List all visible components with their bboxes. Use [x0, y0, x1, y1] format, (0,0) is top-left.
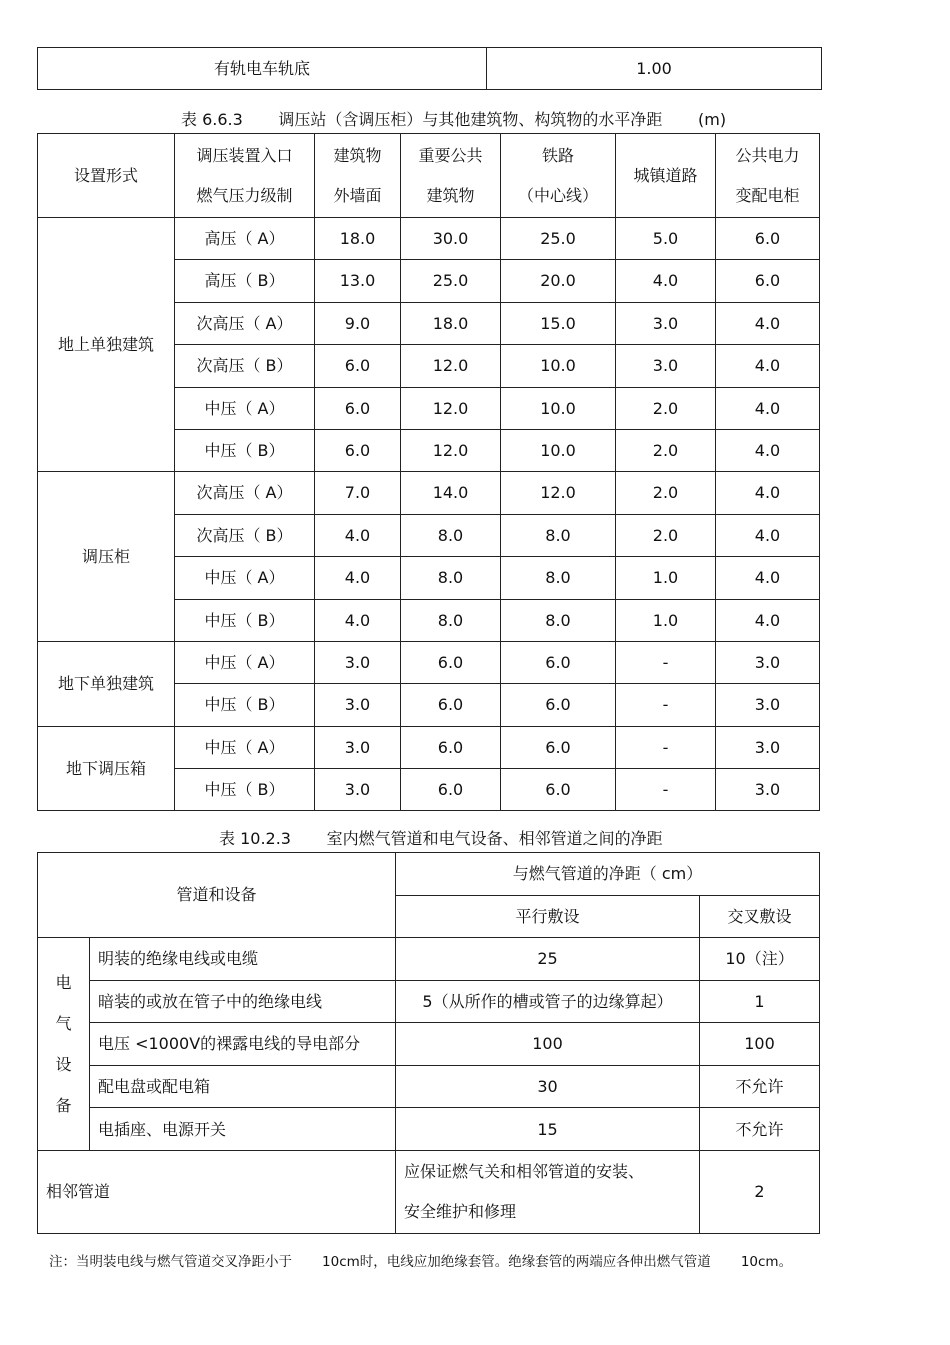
distance-cell: 4.0 — [315, 514, 401, 556]
header-line: 调压装置入口 — [196, 145, 293, 165]
header-line: 铁路 — [541, 145, 574, 165]
vertical-char: 电 — [55, 972, 72, 992]
distance-cell: 6.0 — [401, 684, 501, 726]
pressure-level-cell: 高压（ A） — [175, 218, 315, 260]
distance-cell: 7.0 — [315, 472, 401, 514]
table-6-6-3-caption: 表 6.6.3 调压站（含调压柜）与其他建筑物、构筑物的水平净距 (m) — [181, 110, 727, 129]
distance-cell: 3.0 — [716, 769, 820, 811]
pressure-level-cell: 中压（ B） — [175, 599, 315, 641]
pressure-level-cell: 中压（ B） — [175, 429, 315, 471]
distance-cell: 8.0 — [401, 557, 501, 599]
top-fragment-table — [37, 47, 822, 90]
distance-cell: 2.0 — [616, 472, 716, 514]
header-pipe-equipment: 管道和设备 — [38, 853, 396, 938]
table-row — [38, 1023, 820, 1066]
distance-cell: 8.0 — [401, 599, 501, 641]
row-parallel — [396, 1150, 700, 1233]
pressure-level-cell: 次高压（ B） — [175, 514, 315, 556]
distance-cell: 2.0 — [616, 387, 716, 429]
table-10-2-3-caption: 表 10.2.3 室内燃气管道和电气设备、相邻管道之间的净距 — [219, 829, 663, 848]
distance-cell: 18.0 — [401, 302, 501, 344]
distance-cell: 4.0 — [716, 557, 820, 599]
row-label: 有轨电车轨底 — [38, 48, 487, 90]
distance-cell: 3.0 — [716, 726, 820, 768]
row-name: 相邻管道 — [38, 1150, 396, 1233]
header-parallel: 平行敷设 — [396, 896, 700, 938]
distance-cell: 4.0 — [716, 472, 820, 514]
pressure-level-cell: 中压（ B） — [175, 684, 315, 726]
header-building-wall — [315, 134, 401, 218]
table-row — [38, 980, 820, 1023]
distance-cell: 6.0 — [501, 769, 616, 811]
distance-cell: 6.0 — [501, 641, 616, 683]
distance-cell: 25.0 — [401, 260, 501, 302]
distance-cell: 6.0 — [315, 345, 401, 387]
table-6-6-3 — [37, 133, 820, 811]
distance-cell: 30.0 — [401, 218, 501, 260]
distance-cell: 3.0 — [616, 345, 716, 387]
vertical-char: 备 — [55, 1095, 72, 1115]
table-row — [38, 1065, 820, 1108]
distance-cell: 6.0 — [315, 387, 401, 429]
row-cross: 100 — [700, 1023, 820, 1066]
pressure-level-cell: 中压（ A） — [175, 641, 315, 683]
row-parallel: 30 — [396, 1065, 700, 1108]
pressure-level-cell: 次高压（ A） — [175, 472, 315, 514]
distance-cell: 1.0 — [616, 599, 716, 641]
vertical-char: 气 — [55, 1013, 72, 1033]
table-row — [38, 726, 820, 768]
distance-cell: 4.0 — [716, 429, 820, 471]
distance-cell: 4.0 — [716, 387, 820, 429]
group-label: 地下单独建筑 — [38, 641, 175, 726]
table-row — [38, 472, 820, 514]
distance-cell: 2.0 — [616, 514, 716, 556]
table-row — [38, 218, 820, 260]
table-header-row — [38, 853, 820, 896]
distance-cell: 6.0 — [315, 429, 401, 471]
distance-cell: 12.0 — [401, 387, 501, 429]
distance-cell: 12.0 — [501, 472, 616, 514]
row-name: 电压 <1000V的裸露电线的导电部分 — [90, 1023, 396, 1066]
distance-cell: 6.0 — [501, 684, 616, 726]
distance-cell: 4.0 — [315, 599, 401, 641]
distance-cell: - — [616, 641, 716, 683]
distance-cell: 10.0 — [501, 429, 616, 471]
row-cross: 2 — [700, 1150, 820, 1233]
header-urban-road: 城镇道路 — [616, 134, 716, 218]
distance-cell: 10.0 — [501, 345, 616, 387]
table-row — [38, 1108, 820, 1151]
row-parallel: 15 — [396, 1108, 700, 1151]
distance-cell: 25.0 — [501, 218, 616, 260]
distance-cell: 5.0 — [616, 218, 716, 260]
header-cross: 交叉敷设 — [700, 896, 820, 938]
header-railway — [501, 134, 616, 218]
distance-cell: 6.0 — [401, 726, 501, 768]
header-line: 燃气压力级制 — [196, 185, 293, 205]
header-power-cabinet — [716, 134, 820, 218]
distance-cell: 3.0 — [716, 684, 820, 726]
pressure-level-cell: 中压（ A） — [175, 726, 315, 768]
distance-cell: 4.0 — [716, 514, 820, 556]
row-name: 配电盘或配电箱 — [90, 1065, 396, 1108]
cell-line: 安全维护和修理 — [404, 1201, 517, 1221]
distance-cell: 4.0 — [716, 599, 820, 641]
distance-cell: 6.0 — [716, 260, 820, 302]
distance-cell: 8.0 — [501, 599, 616, 641]
header-line: 变配电柜 — [735, 185, 800, 205]
table-row — [38, 641, 820, 683]
distance-cell: 6.0 — [401, 641, 501, 683]
row-name: 电插座、电源开关 — [90, 1108, 396, 1151]
pressure-level-cell: 次高压（ B） — [175, 345, 315, 387]
distance-cell: 6.0 — [401, 769, 501, 811]
header-line: 建筑物 — [333, 145, 382, 165]
distance-cell: 12.0 — [401, 345, 501, 387]
header-clearance: 与燃气管道的净距（ cm） — [396, 853, 820, 896]
distance-cell: 3.0 — [616, 302, 716, 344]
distance-cell: 18.0 — [315, 218, 401, 260]
pressure-level-cell: 中压（ A） — [175, 557, 315, 599]
distance-cell: 12.0 — [401, 429, 501, 471]
distance-cell: 20.0 — [501, 260, 616, 302]
table-header-row — [38, 134, 820, 218]
row-parallel: 5（从所作的槽或管子的边缘算起） — [396, 980, 700, 1023]
distance-cell: - — [616, 684, 716, 726]
vertical-char: 设 — [55, 1054, 72, 1074]
row-cross: 不允许 — [700, 1065, 820, 1108]
header-public-building — [401, 134, 501, 218]
table-row — [38, 1150, 820, 1233]
distance-cell: 4.0 — [616, 260, 716, 302]
distance-cell: 3.0 — [315, 769, 401, 811]
table-row — [38, 938, 820, 981]
row-parallel: 25 — [396, 938, 700, 981]
distance-cell: 8.0 — [501, 557, 616, 599]
row-parallel: 100 — [396, 1023, 700, 1066]
distance-cell: 4.0 — [716, 302, 820, 344]
row-cross: 10（注） — [700, 938, 820, 981]
row-value: 1.00 — [487, 48, 822, 90]
distance-cell: 4.0 — [315, 557, 401, 599]
header-line: 建筑物 — [426, 185, 475, 205]
header-line: 公共电力 — [735, 145, 800, 165]
distance-cell: 4.0 — [716, 345, 820, 387]
header-inlet-pressure — [175, 134, 315, 218]
pressure-level-cell: 中压（ B） — [175, 769, 315, 811]
distance-cell: 14.0 — [401, 472, 501, 514]
distance-cell: 6.0 — [716, 218, 820, 260]
distance-cell: 3.0 — [315, 726, 401, 768]
pressure-level-cell: 高压（ B） — [175, 260, 315, 302]
distance-cell: 6.0 — [501, 726, 616, 768]
distance-cell: 8.0 — [401, 514, 501, 556]
header-line: （中心线） — [517, 185, 598, 205]
header-line: 外墙面 — [333, 185, 382, 205]
table-row — [38, 48, 822, 90]
cell-line: 应保证燃气关和相邻管道的安装、 — [404, 1161, 645, 1181]
row-cross: 1 — [700, 980, 820, 1023]
row-cross: 不允许 — [700, 1108, 820, 1151]
distance-cell: 2.0 — [616, 429, 716, 471]
group-label: 地下调压箱 — [38, 726, 175, 811]
row-name: 明装的绝缘电线或电缆 — [90, 938, 396, 981]
header-setting-form: 设置形式 — [38, 134, 175, 218]
distance-cell: 10.0 — [501, 387, 616, 429]
table-10-2-3 — [37, 852, 820, 1234]
electrical-equipment-label — [38, 938, 90, 1151]
header-line: 重要公共 — [418, 145, 483, 165]
table-6-6-3-body — [38, 218, 820, 811]
distance-cell: 13.0 — [315, 260, 401, 302]
footnote: 注：当明装电线与燃气管道交叉净距小于 10cm时，电线应加绝缘套管。绝缘套管的两端应各伸出燃气管道 10cm。 — [49, 1254, 793, 1270]
distance-cell: 3.0 — [315, 641, 401, 683]
pressure-level-cell: 次高压（ A） — [175, 302, 315, 344]
distance-cell: - — [616, 726, 716, 768]
distance-cell: 15.0 — [501, 302, 616, 344]
row-name: 暗装的或放在管子中的绝缘电线 — [90, 980, 396, 1023]
distance-cell: 1.0 — [616, 557, 716, 599]
distance-cell: - — [616, 769, 716, 811]
group-label: 调压柜 — [38, 472, 175, 642]
distance-cell: 3.0 — [315, 684, 401, 726]
distance-cell: 3.0 — [716, 641, 820, 683]
pressure-level-cell: 中压（ A） — [175, 387, 315, 429]
group-label: 地上单独建筑 — [38, 218, 175, 472]
distance-cell: 9.0 — [315, 302, 401, 344]
distance-cell: 8.0 — [501, 514, 616, 556]
